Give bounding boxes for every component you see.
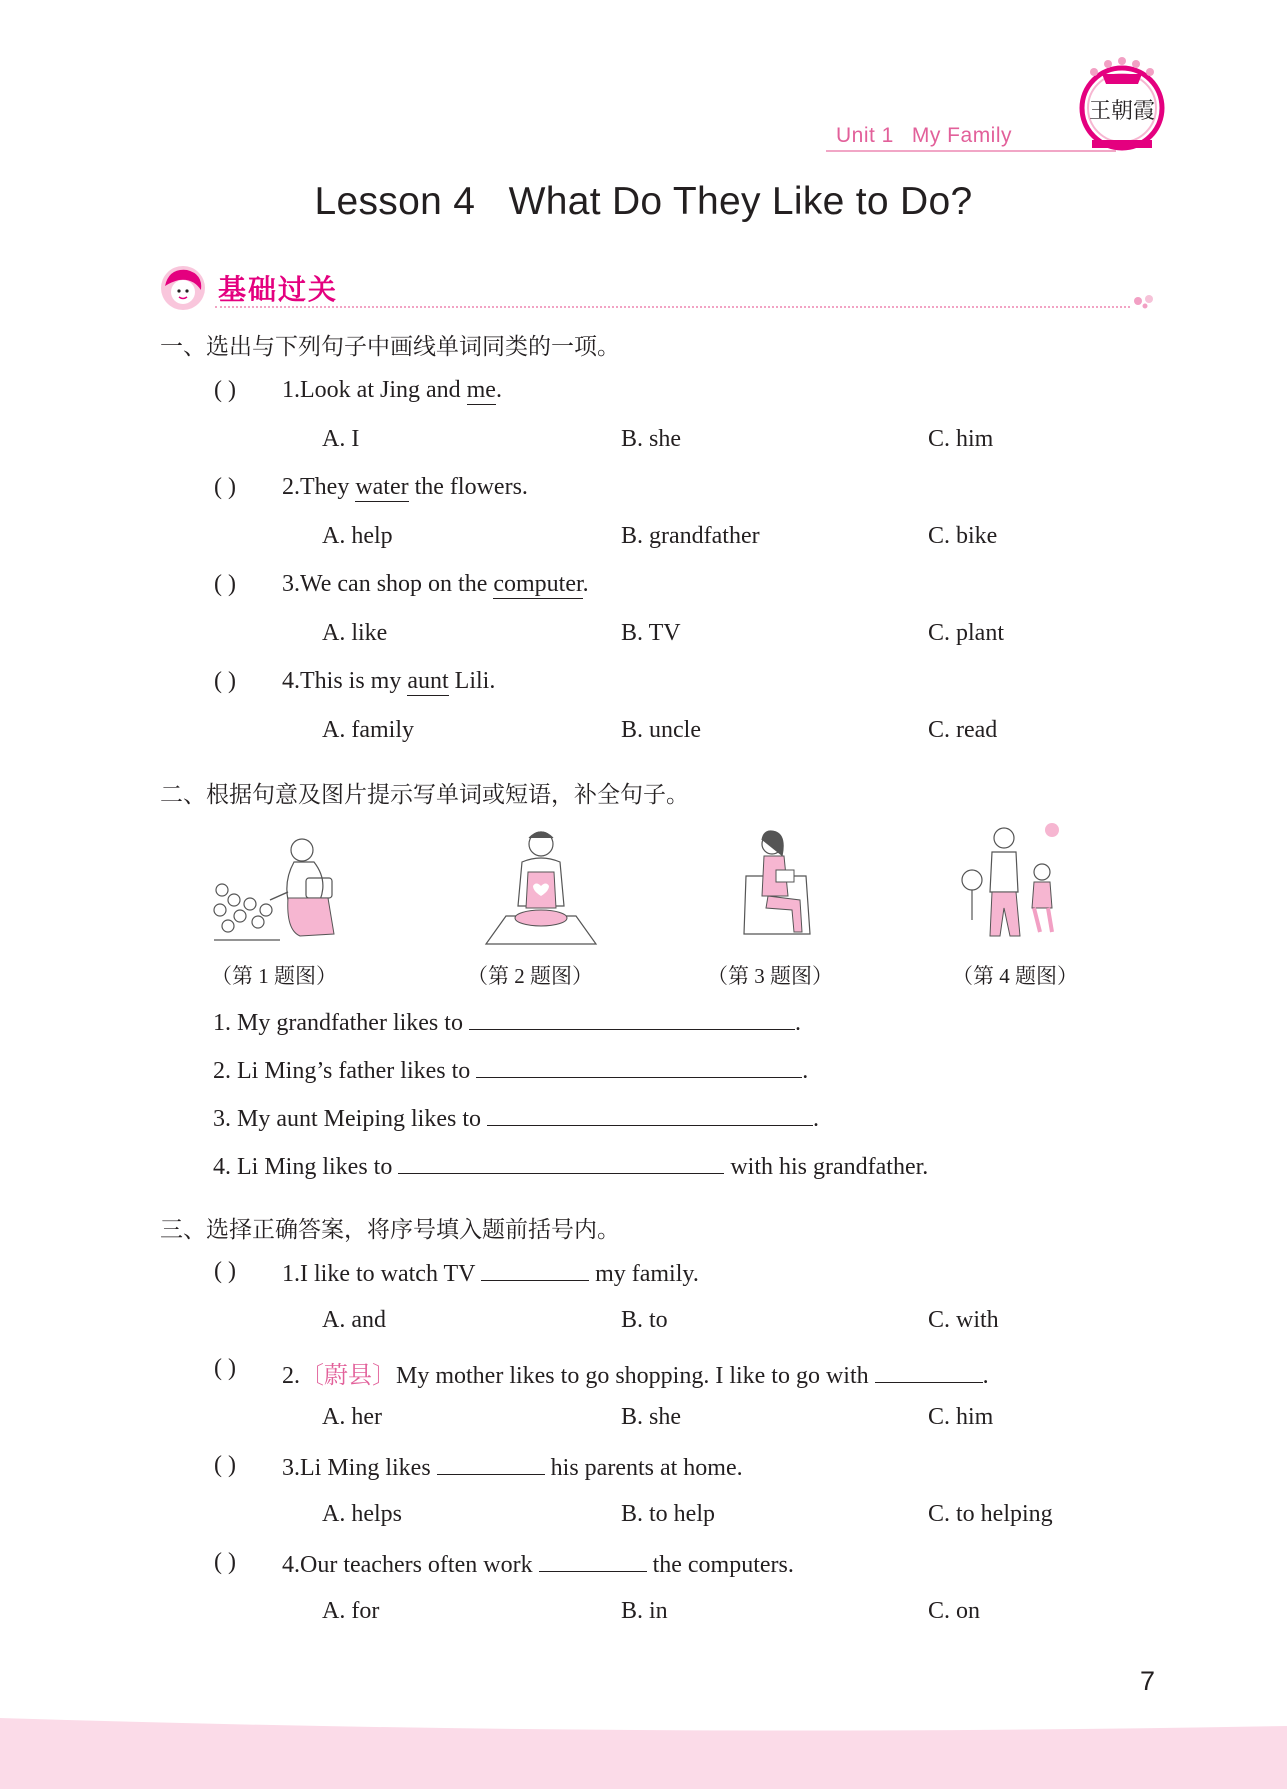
choice-question-2: 2.〔蔚县〕My mother likes to go shopping. I like to go with . (282, 1355, 989, 1390)
option-a: A. for (322, 1598, 380, 1624)
decorative-dots-icon (1132, 289, 1162, 309)
lesson-title: Lesson 4 What Do They Like to Do? (314, 180, 973, 223)
part3-heading: 三、选择正确答案，将序号填入题前括号内。 (160, 1217, 620, 1243)
option-a: A. help (322, 523, 393, 549)
answer-blank[interactable] (481, 1258, 589, 1281)
option-c: C. with (928, 1307, 999, 1333)
caption-4: （第 4 题图） (952, 964, 1078, 988)
grandfather-watering-flowers-picture (210, 830, 360, 950)
option-a: A. I (322, 426, 360, 452)
aunt-reading-picture (706, 826, 856, 946)
father-cooking-picture (466, 826, 616, 946)
option-b: B. in (621, 1598, 668, 1624)
option-c: C. to helping (928, 1501, 1053, 1527)
answer-paren[interactable]: ( ) (214, 1355, 236, 1381)
option-b: B. uncle (621, 717, 701, 743)
answer-paren[interactable]: ( ) (214, 571, 236, 597)
question-3: 3.We can shop on the computer. (282, 571, 589, 597)
question-4: 4.This is my aunt Lili. (282, 668, 496, 694)
fill-sentence-4: 4. Li Ming likes to with his grandfather. (213, 1151, 928, 1181)
option-a: A. family (322, 717, 414, 743)
publisher-logo (1074, 56, 1170, 156)
underlined-word: aunt (407, 668, 449, 694)
fill-sentence-3: 3. My aunt Meiping likes to . (213, 1103, 819, 1133)
option-c: C. bike (928, 523, 998, 549)
part2-heading: 二、根据句意及图片提示写单词或短语，补全句子。 (160, 782, 689, 808)
underlined-word: me (466, 377, 496, 403)
option-c: C. him (928, 426, 994, 452)
unit-rule (826, 150, 1116, 152)
girl-avatar-icon (159, 264, 207, 312)
question-1: 1.Look at Jing and me. (282, 377, 502, 403)
option-c: C. him (928, 1404, 994, 1430)
option-b: B. to help (621, 1501, 715, 1527)
answer-paren[interactable]: ( ) (214, 1549, 236, 1575)
option-c: C. on (928, 1598, 981, 1624)
answer-blank[interactable] (487, 1103, 813, 1126)
answer-blank[interactable] (437, 1452, 545, 1475)
option-b: B. she (621, 426, 681, 452)
answer-paren[interactable]: ( ) (214, 1258, 236, 1284)
option-c: C. read (928, 717, 998, 743)
underlined-word: water (355, 474, 409, 500)
option-b: B. to (621, 1307, 668, 1333)
answer-paren[interactable]: ( ) (214, 668, 236, 694)
answer-paren[interactable]: ( ) (214, 474, 236, 500)
option-a: A. her (322, 1404, 382, 1430)
answer-blank[interactable] (476, 1055, 802, 1078)
unit-label (836, 124, 1012, 148)
walking-with-grandfather-picture (950, 820, 1100, 940)
unit-number: Unit 1 (836, 124, 894, 147)
question-2: 2.They water the flowers. (282, 474, 528, 500)
page-number: 7 (1140, 1666, 1156, 1696)
caption-1: （第 1 题图） (211, 964, 337, 988)
part1-heading: 一、选出与下列句子中画线单词同类的一项。 (160, 334, 620, 360)
caption-3: （第 3 题图） (707, 964, 833, 988)
option-a: A. helps (322, 1501, 402, 1527)
svg-text:王朝霞: 王朝霞 (1088, 99, 1156, 124)
option-a: A. and (322, 1307, 386, 1333)
underlined-word: computer (493, 571, 583, 597)
option-b: B. she (621, 1404, 681, 1430)
fill-sentence-2: 2. Li Ming’s father likes to . (213, 1055, 808, 1085)
answer-blank[interactable] (539, 1549, 647, 1572)
answer-blank[interactable] (875, 1360, 983, 1383)
answer-paren[interactable]: ( ) (214, 377, 236, 403)
choice-question-4: 4.Our teachers often work the computers. (282, 1549, 794, 1579)
option-c: C. plant (928, 620, 1004, 646)
choice-question-1: 1.I like to watch TV my family. (282, 1258, 699, 1288)
option-b: B. grandfather (621, 523, 760, 549)
bottom-decorative-band (0, 1708, 1287, 1789)
region-tag: 〔蔚县〕 (300, 1363, 396, 1389)
option-b: B. TV (621, 620, 681, 646)
option-a: A. like (322, 620, 388, 646)
caption-2: （第 2 题图） (467, 964, 593, 988)
section-divider (215, 306, 1130, 308)
answer-blank[interactable] (469, 1007, 795, 1030)
answer-paren[interactable]: ( ) (214, 1452, 236, 1478)
answer-blank[interactable] (398, 1151, 724, 1174)
section-title: 基础过关 (218, 275, 339, 306)
choice-question-3: 3.Li Ming likes his parents at home. (282, 1452, 743, 1482)
fill-sentence-1: 1. My grandfather likes to . (213, 1007, 801, 1037)
unit-name: My Family (911, 124, 1013, 147)
